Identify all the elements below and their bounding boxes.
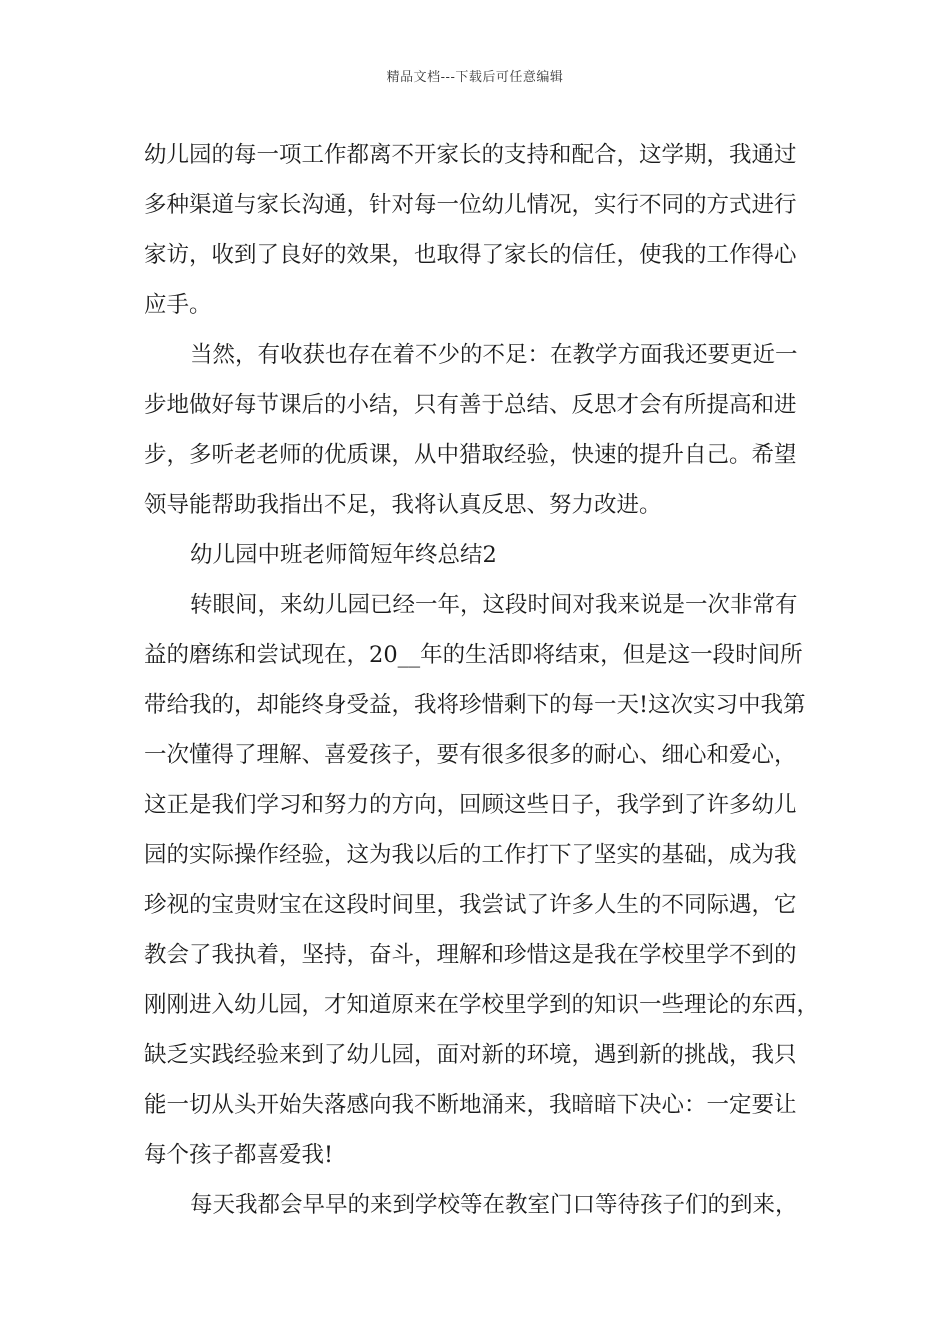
text-line: 缺乏实践经验来到了幼儿园，面对新的环境，遇到新的挑战，我只 — [144, 1042, 797, 1068]
section-heading: 幼儿园中班老师简短年终总结2 — [190, 542, 497, 568]
text-line: 教会了我执着，坚持，奋斗，理解和珍惜这是我在学校里学不到的 — [144, 942, 797, 968]
text-line: 步，多听老老师的优质课，从中猎取经验，快速的提升自己。希望 — [144, 442, 797, 468]
text-line: 转眼间，来幼儿园已经一年，这段时间对我来说是一次非常有 — [190, 592, 798, 618]
text-line: 带给我的，却能终身受益，我将珍惜剩下的每一天!这次实习中我第 — [144, 692, 806, 718]
text-line: 多种渠道与家长沟通，针对每一位幼儿情况，实行不同的方式进行 — [144, 192, 797, 218]
text-line: 一次懂得了理解、喜爱孩子，要有很多很多的耐心、细心和爱心， — [144, 742, 797, 768]
text-line: 刚刚进入幼儿园，才知道原来在学校里学到的知识一些理论的东西， — [144, 992, 820, 1018]
document-body — [144, 130, 820, 1230]
text-line: 益的磨练和尝试现在，20__年的生活即将结束，但是这一段时间所 — [144, 642, 803, 668]
text-line: 能一切从头开始失落感向我不断地涌来，我暗暗下决心：一定要让 — [144, 1092, 797, 1118]
text-line: 步地做好每节课后的小结，只有善于总结、反思才会有所提高和进 — [144, 392, 797, 418]
text-line: 每天我都会早早的来到学校等在教室门口等待孩子们的到来， — [190, 1192, 798, 1218]
text-line: 每个孩子都喜爱我! — [144, 1142, 334, 1168]
text-line: 园的实际操作经验，这为我以后的工作打下了坚实的基础，成为我 — [144, 842, 797, 868]
text-line: 应手。 — [144, 292, 212, 318]
page-header: 精品文档---下载后可任意编辑 — [386, 70, 564, 85]
text-line: 珍视的宝贵财宝在这段时间里，我尝试了许多人生的不同际遇，它 — [144, 892, 797, 918]
text-line: 幼儿园的每一项工作都离不开家长的支持和配合，这学期，我通过 — [144, 142, 797, 168]
text-line: 这正是我们学习和努力的方向，回顾这些日子，我学到了许多幼儿 — [144, 792, 797, 818]
text-line: 家访，收到了良好的效果，也取得了家长的信任，使我的工作得心 — [144, 242, 797, 268]
text-line: 当然，有收获也存在着不少的不足：在教学方面我还要更近一 — [190, 342, 798, 368]
text-line: 领导能帮助我指出不足，我将认真反思、努力改进。 — [144, 492, 662, 518]
